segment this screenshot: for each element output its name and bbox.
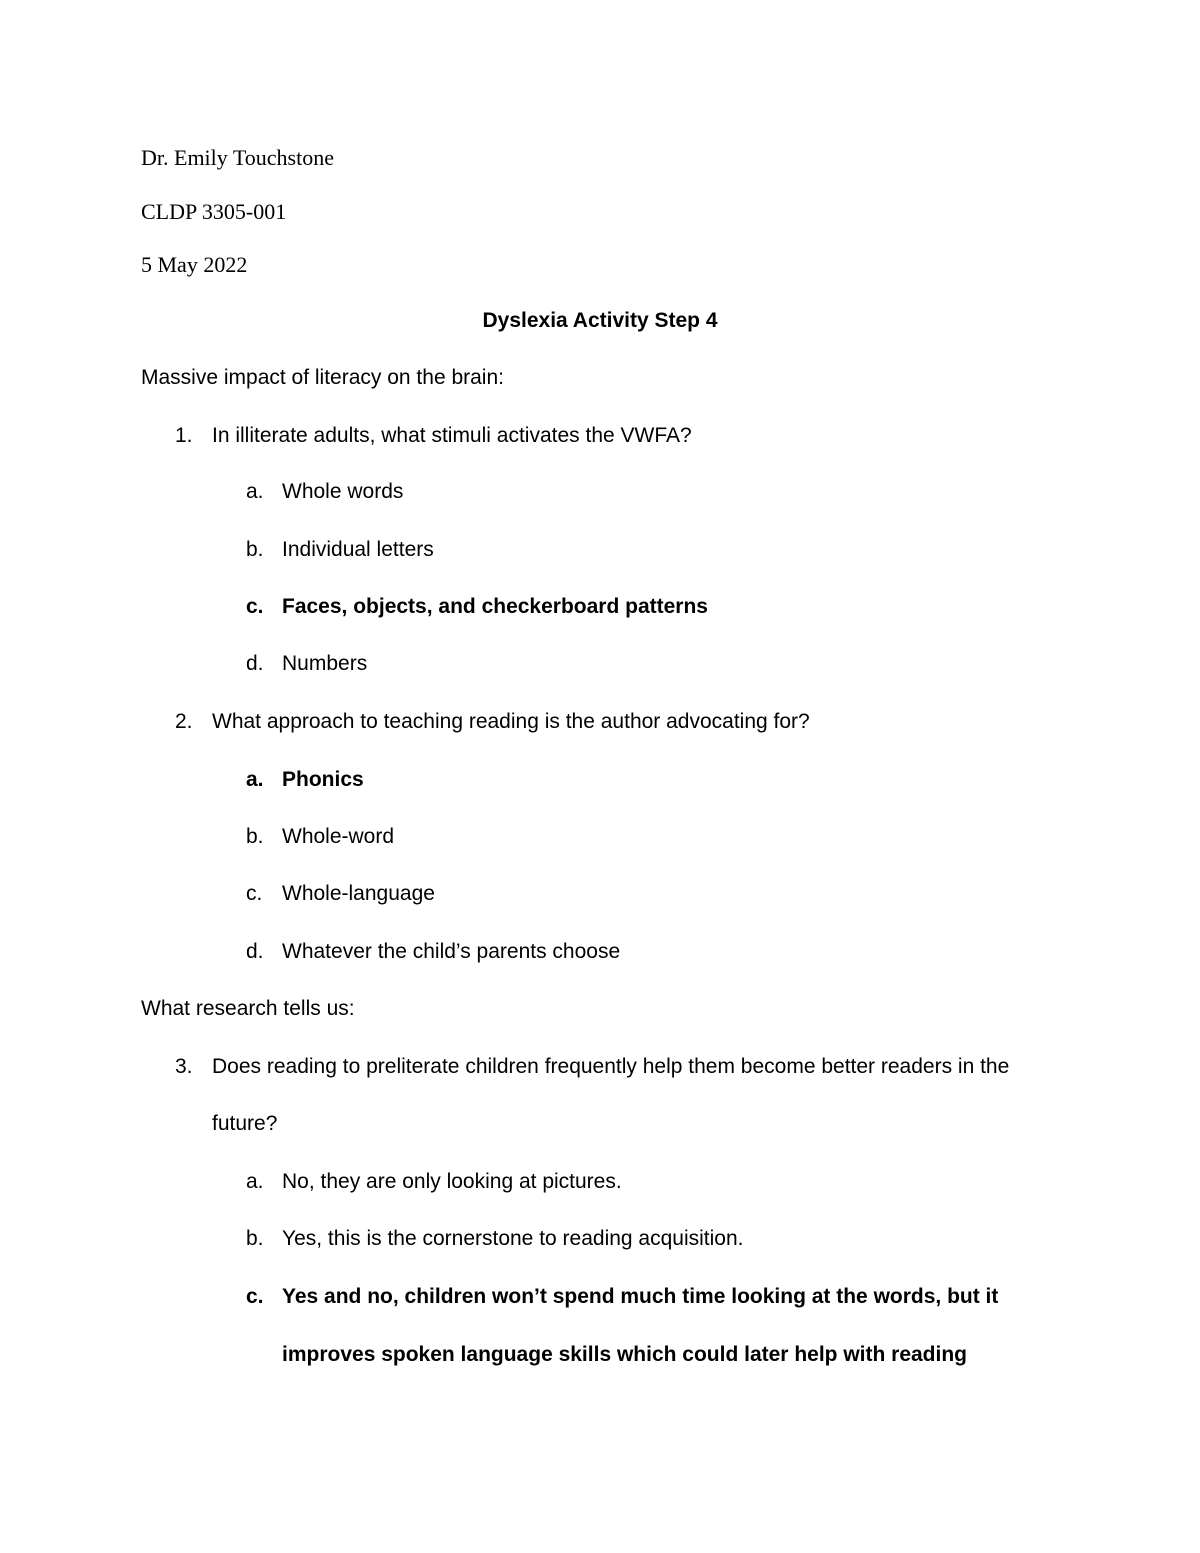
instructor-name: Dr. Emily Touchstone — [141, 145, 334, 170]
q1-option-c-text-answer: Faces, objects, and checkerboard patterns — [282, 595, 708, 618]
document-date: 5 May 2022 — [141, 252, 248, 277]
q3-option-b-text: Yes, this is the cornerstone to reading acquisition. — [282, 1227, 744, 1250]
q3-option-c-text-line1-answer: Yes and no, children won’t spend much time looking at the words, but it — [282, 1285, 999, 1308]
q3-option-b-letter: b. — [246, 1227, 264, 1250]
q2-option-b-text: Whole-word — [282, 825, 395, 848]
question-2-text: What approach to teaching reading is the author advocating for? — [212, 710, 810, 733]
question-1-number: 1. — [175, 424, 193, 447]
course-code: CLDP 3305-001 — [141, 199, 287, 224]
q1-option-a-letter: a. — [246, 480, 264, 503]
q1-option-d-text: Numbers — [282, 652, 368, 675]
q1-option-c-letter: c. — [246, 595, 264, 618]
question-3-text-line2: future? — [212, 1112, 278, 1135]
question-1-text: In illiterate adults, what stimuli activates the VWFA? — [212, 424, 692, 447]
section-heading-literacy: Massive impact of literacy on the brain: — [141, 366, 504, 389]
q1-option-b-letter: b. — [246, 538, 264, 561]
q3-option-a-text: No, they are only looking at pictures. — [282, 1170, 622, 1193]
question-3-number: 3. — [175, 1055, 193, 1078]
section-heading-research: What research tells us: — [141, 997, 355, 1020]
q2-option-c-text: Whole-language — [282, 882, 435, 905]
q1-option-d-letter: d. — [246, 652, 264, 675]
q2-option-c-letter: c. — [246, 882, 263, 905]
q3-option-a-letter: a. — [246, 1170, 264, 1193]
document-title: Dyslexia Activity Step 4 — [482, 309, 718, 332]
q3-option-c-letter: c. — [246, 1285, 264, 1308]
question-2-number: 2. — [175, 710, 193, 733]
q1-option-b-text: Individual letters — [282, 538, 434, 561]
question-3-text-line1: Does reading to preliterate children frequently help them become better readers in the — [212, 1055, 1010, 1078]
q2-option-a-text-answer: Phonics — [282, 768, 364, 791]
q2-option-d-letter: d. — [246, 940, 264, 963]
q2-option-d-text: Whatever the child’s parents choose — [282, 940, 621, 963]
q2-option-b-letter: b. — [246, 825, 264, 848]
q1-option-a-text: Whole words — [282, 480, 404, 503]
q2-option-a-letter: a. — [246, 768, 264, 791]
q3-option-c-text-line2-answer: improves spoken language skills which could later help with reading — [282, 1343, 967, 1366]
